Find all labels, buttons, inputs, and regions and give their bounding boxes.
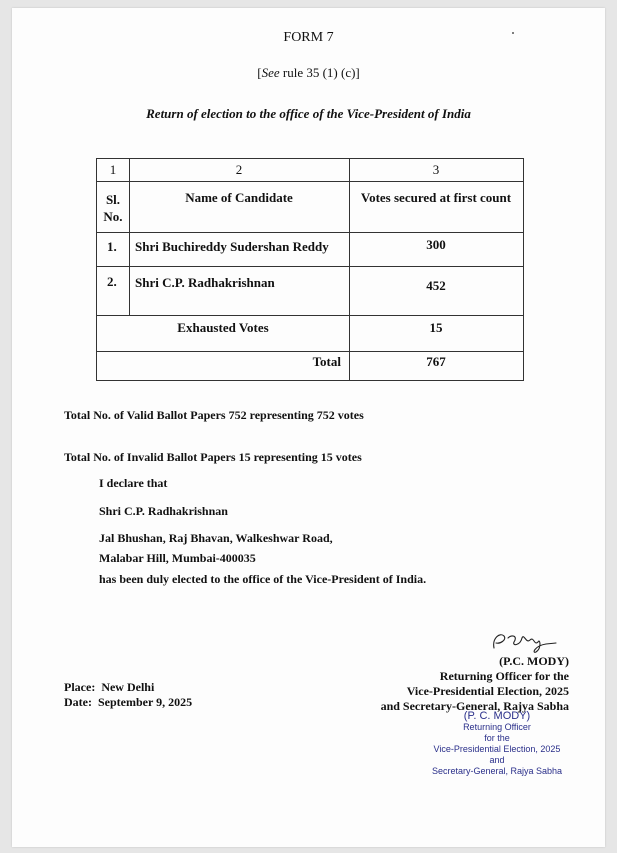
form-heading: Return of election to the office of the Vice-President of India [146,106,471,121]
signatory-line-2: Vice-Presidential Election, 2025 [406,684,569,698]
document-page [12,8,605,847]
row-divider [97,232,523,233]
stamp-name: (P. C. MODY) [463,710,531,722]
elected-name: Shri C.P. Radhakrishnan [99,504,228,518]
row-2-name: Shri C.P. Radhakrishnan [135,275,275,290]
stamp-line-4: and [489,755,505,765]
row-divider [97,181,523,182]
row-2-sl: 2. [107,274,117,289]
signatory-line-1: Returning Officer for the [439,669,569,683]
rule-bracket: [ [257,65,262,80]
header-name: Name of Candidate [185,190,293,205]
date-value: September 9, 2025 [97,695,193,709]
row-1-sl: 1. [107,239,117,254]
col-number-3: 3 [432,162,440,177]
row-2-votes: 452 [426,278,446,293]
row-1-votes: 300 [426,237,446,252]
header-sl-no [97,191,129,225]
date-label: Date: [64,695,92,709]
form-title: FORM 7 [283,30,334,45]
valid-ballots: Total No. of Valid Ballot Papers 752 representing 752 votes [64,408,364,422]
place-line [64,680,154,695]
row-1-name: Shri Buchireddy Sudershan Reddy [135,239,329,254]
signatory-name: (P.C. MODY) [499,654,569,668]
exhausted-label: Exhausted Votes [177,320,269,335]
address-line-2: Malabar Hill, Mumbai-400035 [99,551,256,565]
stamp-line-2: for the [484,733,510,743]
stamp-line-5: Secretary-General, Rajya Sabha [431,766,563,776]
row-divider [97,351,523,352]
results-table [96,158,524,381]
header-no: No. [103,209,123,224]
exhausted-votes: 15 [429,320,443,335]
official-stamp [422,710,572,777]
header-sl: Sl. [105,192,121,207]
stamp-line-3: Vice-Presidential Election, 2025 [433,744,561,754]
rule-see: See [261,65,280,80]
declaration-intro: I declare that [99,476,168,490]
signature [490,628,560,656]
header-votes: Votes secured at first count [360,190,512,205]
stamp-line-1: Returning Officer [463,722,531,732]
form-rule-reference [12,65,605,81]
col-number-1: 1 [109,162,117,177]
place-label: Place: [64,680,96,694]
row-divider [97,315,523,316]
col-divider-1 [129,159,130,315]
col-number-2: 2 [235,162,243,177]
signatory-line-3: and Secretary-General, Rajya Sabha [380,699,569,713]
row-divider [97,266,523,267]
total-label: Total [312,354,341,369]
total-votes: 767 [426,354,446,369]
date-line [64,695,192,710]
place-value: New Delhi [101,680,155,694]
rule-text: rule 35 (1) (c)] [279,65,360,80]
address-line-1: Jal Bhushan, Raj Bhavan, Walkeshwar Road, [99,531,333,545]
declaration-closing: has been duly elected to the office of the Vice-President of India. [99,572,427,586]
invalid-ballots: Total No. of Invalid Ballot Papers 15 representing 15 votes [64,450,362,464]
